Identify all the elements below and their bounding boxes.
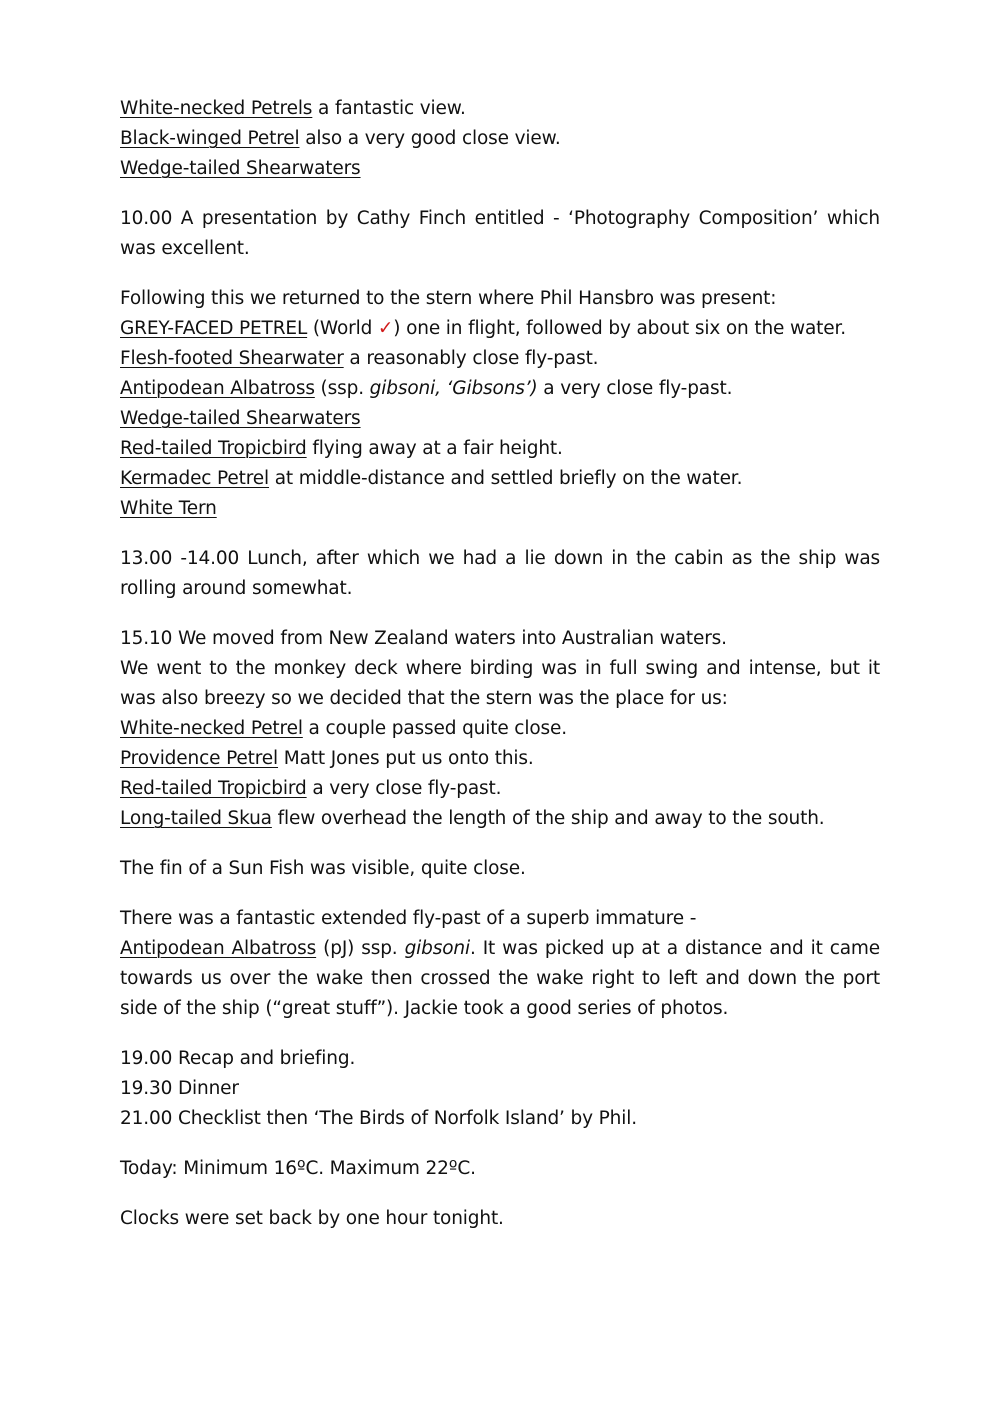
sighting-note: also a very good close view. <box>299 128 561 149</box>
sighting-note: flying away at a fair height. <box>306 438 563 459</box>
sighting-line <box>120 94 880 124</box>
sighting-line <box>120 344 880 374</box>
species-name: Antipodean Albatross <box>120 378 315 399</box>
species-name: Providence Petrel <box>120 748 279 769</box>
lunch-paragraph: 13.00 -14.00 Lunch, after which we had a lie down in the cabin as the ship was rolling around somewhat. <box>120 548 880 599</box>
sighting-line <box>120 804 880 834</box>
sighting-note: a fantastic view. <box>312 98 466 119</box>
sighting-line <box>120 464 880 494</box>
clocks-line: Clocks were set back by one hour tonight. <box>120 1208 504 1229</box>
schedule-item: 19.00 Recap and briefing. <box>120 1048 356 1069</box>
sighting-note: a very close fly-past. <box>306 778 502 799</box>
species-name: Wedge-tailed Shearwaters <box>120 158 361 179</box>
sighting-line <box>120 124 880 154</box>
sighting-note: a very close fly-past. <box>537 378 733 399</box>
temperature-line: Today: Minimum 16ºC. Maximum 22ºC. <box>120 1158 476 1179</box>
stern-sightings-block <box>120 284 880 524</box>
species-name: Kermadec Petrel <box>120 468 270 489</box>
sighting-note: ) one in flight, followed by about six on the water. <box>393 318 846 339</box>
schedule-block <box>120 1044 880 1134</box>
sighting-line <box>120 494 880 524</box>
sighting-line <box>120 154 880 184</box>
species-name: GREY-FACED PETREL <box>120 318 308 339</box>
flypast-intro: There was a fantastic extended fly-past of a superb immature - <box>120 908 697 929</box>
sighting-note: at middle-distance and settled briefly on the water. <box>269 468 743 489</box>
sunfish-paragraph: The fin of a Sun Fish was visible, quite close. <box>120 858 526 879</box>
sightings-list-1 <box>120 94 880 184</box>
sighting-line <box>120 744 880 774</box>
sighting-note: (World <box>307 318 378 339</box>
sighting-note: . It was picked up at a distance and it came towards us over the wake then crossed the wake right to left and down the port side of the ship (“great stuff”). Jackie took a good series of photos. <box>120 938 881 1019</box>
species-name: Black-winged Petrel <box>120 128 300 149</box>
schedule-item: 21.00 Checklist then ‘The Birds of Norfolk Island’ by Phil. <box>120 1108 637 1129</box>
species-name: Red-tailed Tropicbird <box>120 778 307 799</box>
sighting-line <box>120 374 880 404</box>
species-name: Flesh-footed Shearwater <box>120 348 344 369</box>
stern-intro: Following this we returned to the stern where Phil Hansbro was present: <box>120 288 777 309</box>
species-name: Long-tailed Skua <box>120 808 272 829</box>
species-name: White-necked Petrel <box>120 718 303 739</box>
sighting-line <box>120 404 880 434</box>
flypast-paragraph <box>120 904 880 1024</box>
species-name: Wedge-tailed Shearwaters <box>120 408 361 429</box>
schedule-item: 19.30 Dinner <box>120 1078 239 1099</box>
monkey-deck-text: We went to the monkey deck where birding was in full swing and intense, but it was also breezy so we decided that the stern was the place for us: <box>120 658 880 709</box>
species-name: White-necked Petrels <box>120 98 313 119</box>
waters-text: 15.10 We moved from New Zealand waters into Australian waters. <box>120 628 727 649</box>
sighting-line <box>120 714 880 744</box>
sighting-note: Matt Jones put us onto this. <box>278 748 534 769</box>
sighting-note: (pJ) ssp. <box>316 938 405 959</box>
subspecies-name: gibsoni <box>404 938 470 959</box>
sighting-line <box>120 314 880 344</box>
presentation-paragraph: 10.00 A presentation by Cathy Finch entitled - ‘Photography Composition’ which was excellent. <box>120 208 880 259</box>
sighting-note: a couple passed quite close. <box>302 718 567 739</box>
sighting-note: a reasonably close fly-past. <box>343 348 599 369</box>
document-page <box>120 94 880 1254</box>
afternoon-block <box>120 624 880 834</box>
sighting-line <box>120 434 880 464</box>
checkmark-icon: ✓ <box>377 318 394 339</box>
subspecies-name: gibsoni, ‘Gibsons’) <box>369 378 538 399</box>
sighting-note: (ssp. <box>314 378 370 399</box>
flypast-body <box>120 934 880 1024</box>
species-name: Antipodean Albatross <box>120 938 317 959</box>
sighting-note: flew overhead the length of the ship and away to the south. <box>271 808 825 829</box>
species-name: White Tern <box>120 498 217 519</box>
sighting-line <box>120 774 880 804</box>
species-name: Red-tailed Tropicbird <box>120 438 307 459</box>
